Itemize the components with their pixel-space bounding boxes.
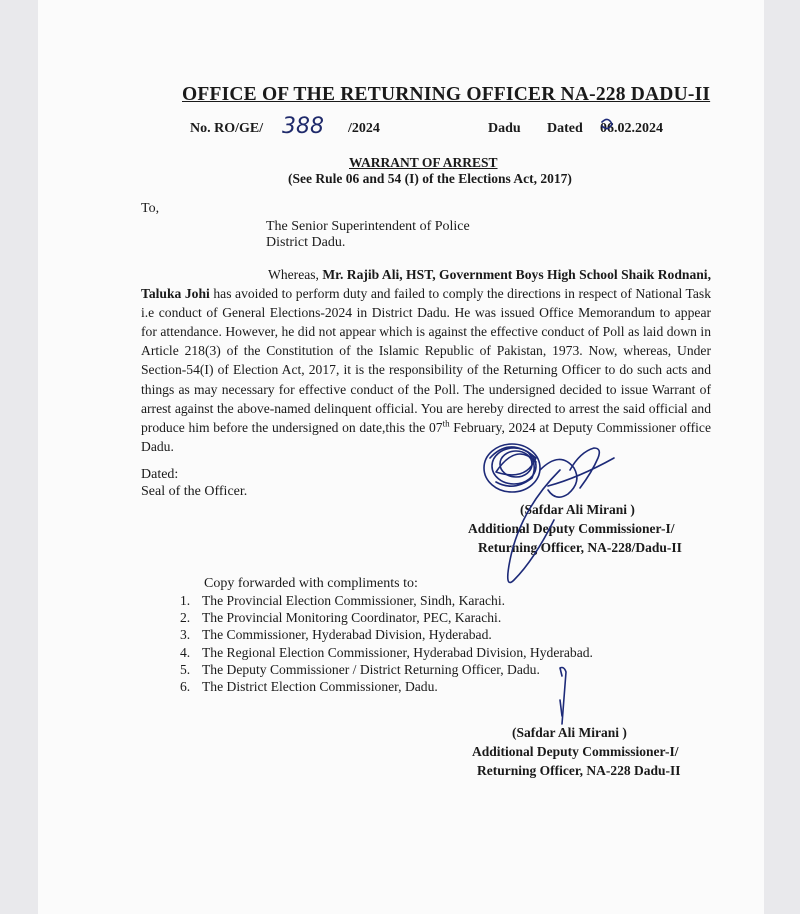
list-item: 2. The Provincial Monitoring Coordinator, PEC, Karachi. bbox=[180, 610, 502, 626]
body-paragraph bbox=[141, 265, 711, 456]
body-tail: February, 2024 at Deputy Commissioner office Dadu. bbox=[141, 419, 711, 454]
warrant-title: WARRANT OF ARREST bbox=[349, 155, 498, 170]
dated-field-label: Dated: bbox=[141, 467, 179, 482]
body-superscript: th bbox=[442, 418, 450, 429]
addressee-line-2: District Dadu. bbox=[266, 235, 346, 250]
reference-prefix: No. RO/GE/ bbox=[190, 121, 264, 136]
warrant-subtitle: (See Rule 06 and 54 (I) of the Elections Act, 2017) bbox=[288, 171, 572, 186]
salutation: To, bbox=[141, 201, 160, 216]
reference-place: Dadu bbox=[488, 121, 521, 136]
list-item: 3. The Commissioner, Hyderabad Division, Hyderabad. bbox=[180, 627, 492, 643]
list-item: 5. The Deputy Commissioner / District Returning Officer, Dadu. bbox=[180, 661, 540, 677]
body-text: has avoided to perform duty and failed to comply the directions in respect of National Task i.e conduct of General Elections-2024 in District Dadu. He was issued Office Memorandum to appear for attendance. However, he did not appear which is against the effective conduct of Poll as laid down in Article 218(3) of the Constitution of the Islamic Republic of Pakistan, 1973. Now, whereas, Under Section-54(I) of Election Act, 2017, it is the responsibility of the Returning Officer to do such acts and things as may necessary for effective conduct of the Poll. The undersigned decided to issue Warrant of arrest against the above-named delinquent official. You are hereby directed to arrest the said official and produce him before the undersigned on date,this the 07 bbox=[141, 286, 712, 435]
copy-heading: Copy forwarded with compliments to: bbox=[204, 576, 418, 591]
signature2-name: (Safdar Ali Mirani ) bbox=[512, 725, 627, 740]
signature1-designation-1: Additional Deputy Commissioner-I/ bbox=[468, 521, 675, 536]
seal-label: Seal of the Officer. bbox=[141, 484, 248, 499]
signature2-designation-1: Additional Deputy Commissioner-I/ bbox=[472, 744, 679, 759]
date-value: 06.02.2024 bbox=[600, 121, 663, 136]
signature1-designation-2: Returning Officer, NA-228/Dadu-II bbox=[478, 540, 682, 555]
signature1-name: (Safdar Ali Mirani ) bbox=[520, 502, 635, 517]
reference-year: /2024 bbox=[348, 121, 380, 136]
list-item: 6. The District Election Commissioner, Dadu. bbox=[180, 679, 438, 695]
list-item: 4. The Regional Election Commissioner, Hyderabad Division, Hyderabad. bbox=[180, 644, 593, 660]
list-item: 1. The Provincial Election Commissioner, Sindh, Karachi. bbox=[180, 593, 505, 608]
signature2-designation-2: Returning Officer, NA-228 Dadu-II bbox=[477, 763, 681, 778]
addressee-line-1: The Senior Superintendent of Police bbox=[266, 219, 470, 234]
body-lead: Whereas, bbox=[268, 267, 323, 282]
copy-list bbox=[180, 592, 593, 695]
dated-label: Dated bbox=[547, 121, 583, 136]
office-title: OFFICE OF THE RETURNING OFFICER NA-228 DADU-II bbox=[182, 84, 711, 105]
body-bold-name: Mr. Rajib Ali, HST, Government Boys High School Shaik Rodnani, Taluka Johi bbox=[141, 267, 711, 302]
reference-number-handwritten: 388 bbox=[282, 114, 324, 139]
